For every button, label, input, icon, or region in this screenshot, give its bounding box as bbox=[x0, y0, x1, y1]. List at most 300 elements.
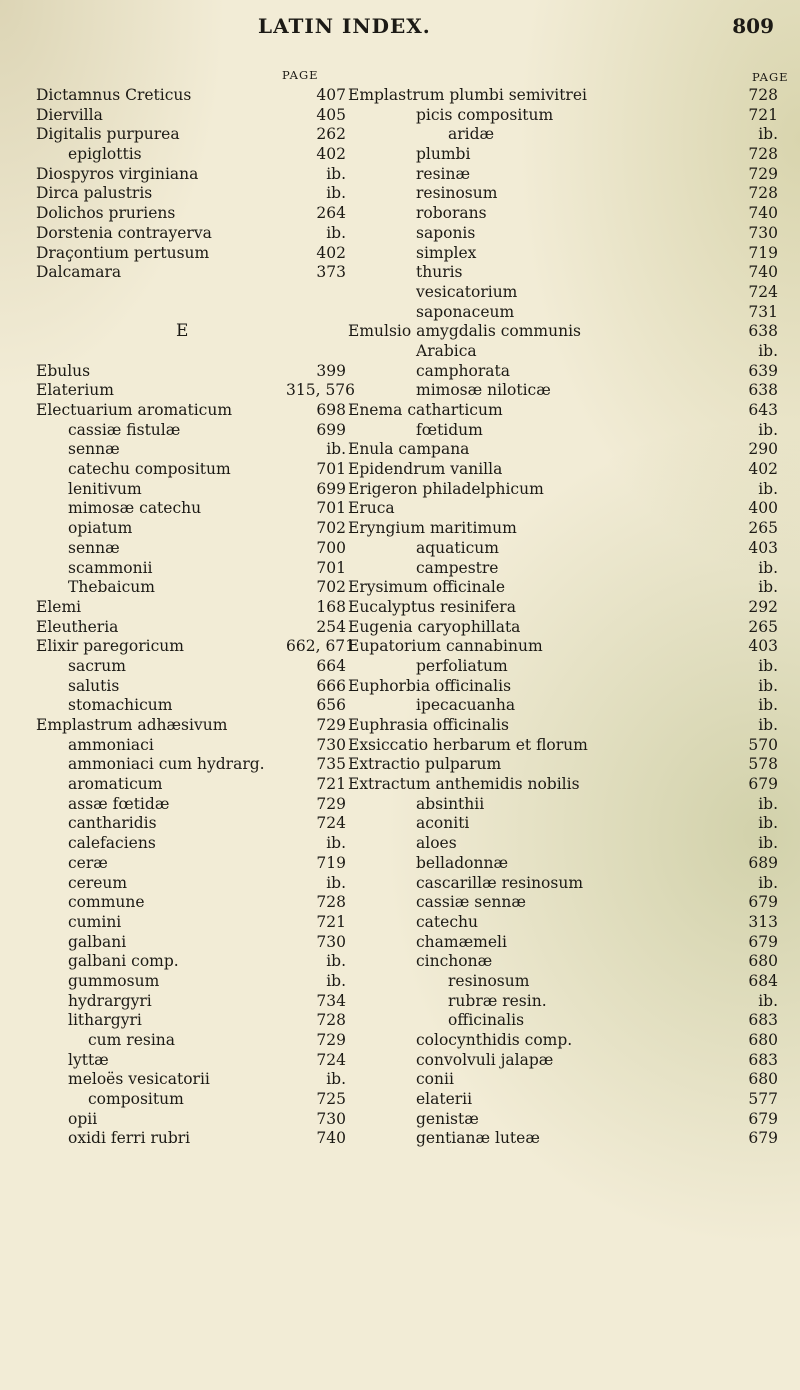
index-page-ref: ib. bbox=[758, 125, 778, 144]
index-entry bbox=[348, 578, 788, 598]
index-page-ref: 740 bbox=[316, 1129, 346, 1148]
index-entry bbox=[36, 86, 346, 106]
index-page-ref: 728 bbox=[748, 184, 778, 203]
index-term: Dalcamara bbox=[36, 263, 122, 282]
index-entry bbox=[348, 893, 788, 913]
index-entry bbox=[36, 696, 346, 716]
index-term: Euphorbia officinalis bbox=[348, 676, 512, 695]
index-entry bbox=[36, 677, 346, 697]
index-term: gummosum bbox=[68, 971, 160, 990]
index-entry bbox=[36, 972, 346, 992]
index-entry bbox=[36, 893, 346, 913]
index-page-ref: ib. bbox=[758, 676, 778, 695]
index-entry bbox=[348, 933, 788, 953]
index-page-ref: ib. bbox=[758, 991, 778, 1010]
index-page-ref: 373 bbox=[316, 263, 346, 282]
index-term: ammoniaci cum hydrarg. bbox=[68, 755, 265, 774]
index-page-ref: ib. bbox=[758, 341, 778, 360]
index-entry bbox=[348, 1110, 788, 1130]
index-entry bbox=[348, 1129, 788, 1149]
index-entry bbox=[36, 578, 346, 598]
index-entry bbox=[36, 460, 346, 480]
index-entry bbox=[36, 106, 346, 126]
index-page-ref: 730 bbox=[748, 223, 778, 242]
index-page-ref: 679 bbox=[748, 932, 778, 951]
index-page-ref: 721 bbox=[748, 105, 778, 124]
index-page-ref: 728 bbox=[748, 86, 778, 104]
index-term: Eucalyptus resinifera bbox=[348, 597, 516, 616]
index-page-ref: 262 bbox=[316, 125, 346, 144]
index-term: mimosæ catechu bbox=[68, 499, 202, 518]
index-entry bbox=[348, 795, 788, 815]
index-term: Diervilla bbox=[36, 105, 103, 124]
index-page-ref: ib. bbox=[758, 420, 778, 439]
index-entry bbox=[348, 303, 788, 323]
index-term: Eleutheria bbox=[36, 617, 119, 636]
index-entry bbox=[348, 1090, 788, 1110]
index-term: Elixir paregoricum bbox=[36, 637, 184, 656]
index-entry bbox=[348, 125, 788, 145]
index-page-ref: 729 bbox=[316, 716, 346, 734]
index-page-ref: 699 bbox=[316, 420, 346, 439]
index-term: stomachicum bbox=[68, 696, 173, 715]
index-page-ref: ib. bbox=[758, 873, 778, 892]
index-term: Elaterium bbox=[36, 381, 114, 400]
index-entry bbox=[348, 559, 788, 579]
index-term: aconiti bbox=[416, 814, 470, 833]
index-term: Emulsio amygdalis communis bbox=[348, 322, 581, 341]
index-page-ref: 403 bbox=[748, 538, 778, 557]
index-entry bbox=[36, 204, 346, 224]
index-entry bbox=[36, 184, 346, 204]
index-entry bbox=[348, 716, 788, 736]
index-term: Dorstenia contrayerva bbox=[36, 223, 212, 242]
index-term: gentianæ luteæ bbox=[416, 1129, 540, 1148]
index-page-ref: 666 bbox=[316, 676, 346, 695]
index-page-ref: 731 bbox=[748, 302, 778, 321]
index-page-ref: 313 bbox=[748, 912, 778, 931]
index-term: ceræ bbox=[68, 853, 108, 872]
index-page-ref: ib. bbox=[326, 873, 346, 892]
index-page-ref: 664 bbox=[316, 656, 346, 675]
index-entry bbox=[36, 618, 346, 638]
index-entry bbox=[36, 499, 346, 519]
left-page-column-heading: PAGE bbox=[282, 68, 319, 82]
index-page-ref: 683 bbox=[748, 1050, 778, 1069]
index-term: Dolichos pruriens bbox=[36, 204, 176, 223]
index-entry bbox=[36, 775, 346, 795]
index-entry bbox=[348, 263, 788, 283]
index-page-ref: ib. bbox=[758, 479, 778, 498]
index-entry bbox=[348, 992, 788, 1012]
index-term: Dirca palustris bbox=[36, 184, 153, 203]
blank-line bbox=[36, 342, 346, 362]
section-letter-label: E bbox=[176, 321, 189, 342]
index-page-ref: 702 bbox=[316, 578, 346, 597]
index-page-ref: 679 bbox=[748, 1109, 778, 1128]
index-term: perfoliatum bbox=[416, 656, 508, 675]
index-term: ipecacuanha bbox=[416, 696, 516, 715]
index-page-ref: 679 bbox=[748, 775, 778, 794]
index-entry bbox=[36, 1031, 346, 1051]
index-entry bbox=[348, 834, 788, 854]
index-page-ref: 168 bbox=[316, 597, 346, 616]
index-term: lyttæ bbox=[68, 1050, 109, 1069]
index-page-ref: 570 bbox=[748, 735, 778, 754]
left-index-column bbox=[36, 86, 356, 1149]
index-page-ref: 578 bbox=[748, 755, 778, 774]
index-page-ref: 402 bbox=[316, 145, 346, 164]
index-term: sennæ bbox=[68, 538, 120, 557]
index-page-ref: 315, 576 bbox=[286, 381, 356, 400]
index-entry bbox=[348, 244, 788, 264]
index-entry bbox=[348, 460, 788, 480]
index-entry bbox=[348, 539, 788, 559]
index-term: simplex bbox=[416, 243, 477, 262]
index-page-ref: 577 bbox=[748, 1090, 778, 1109]
index-page-ref: 265 bbox=[748, 519, 778, 538]
index-entry bbox=[348, 283, 788, 303]
index-page-ref: 680 bbox=[748, 1031, 778, 1049]
index-page-ref: 724 bbox=[316, 1050, 346, 1069]
index-page-ref: 407 bbox=[316, 86, 346, 104]
index-term: salutis bbox=[68, 676, 120, 695]
index-entry bbox=[348, 598, 788, 618]
index-page-ref: 701 bbox=[316, 460, 346, 479]
index-entry bbox=[348, 421, 788, 441]
index-term: sennæ bbox=[68, 440, 120, 459]
index-page-ref: 724 bbox=[316, 814, 346, 833]
index-term: genistæ bbox=[416, 1109, 479, 1128]
index-entry bbox=[36, 1110, 346, 1130]
index-entry bbox=[36, 952, 346, 972]
index-term: lenitivum bbox=[68, 479, 142, 498]
index-term: officinalis bbox=[448, 1011, 525, 1030]
index-term: Eupatorium cannabinum bbox=[348, 637, 543, 656]
index-page-ref: 719 bbox=[748, 243, 778, 262]
index-term: Thebaicum bbox=[68, 578, 155, 597]
index-entry bbox=[348, 775, 788, 795]
index-term: Draçontium pertusum bbox=[36, 243, 210, 262]
index-entry bbox=[348, 224, 788, 244]
index-entry bbox=[36, 1051, 346, 1071]
blank-line bbox=[36, 283, 346, 303]
index-entry bbox=[348, 874, 788, 894]
index-term: Epidendrum vanilla bbox=[348, 460, 503, 479]
index-page-ref: 405 bbox=[316, 105, 346, 124]
index-term: resinæ bbox=[416, 164, 471, 183]
index-entry bbox=[36, 440, 346, 460]
index-term: elaterii bbox=[416, 1090, 473, 1109]
index-entry bbox=[348, 1031, 788, 1051]
index-entry bbox=[348, 618, 788, 638]
index-term: calefaciens bbox=[68, 834, 156, 853]
index-entry bbox=[36, 1011, 346, 1031]
index-term: Emplastrum plumbi semivitrei bbox=[348, 86, 587, 104]
index-page-ref: 719 bbox=[316, 853, 346, 872]
index-entry bbox=[36, 874, 346, 894]
index-entry bbox=[36, 362, 346, 382]
index-term: cereum bbox=[68, 873, 128, 892]
index-term: Diospyros virginiana bbox=[36, 164, 199, 183]
index-term: galbani bbox=[68, 932, 127, 951]
index-term: oxidi ferri rubri bbox=[68, 1129, 191, 1148]
index-page-ref: 662, 671 bbox=[286, 637, 356, 656]
index-page-ref: 728 bbox=[748, 145, 778, 164]
index-entry bbox=[36, 165, 346, 185]
index-page-ref: 680 bbox=[748, 952, 778, 971]
index-entry bbox=[36, 913, 346, 933]
index-entry bbox=[348, 184, 788, 204]
index-entry bbox=[36, 795, 346, 815]
index-term: cascarillæ resinosum bbox=[416, 873, 584, 892]
index-entry bbox=[348, 677, 788, 697]
index-page-ref: 730 bbox=[316, 932, 346, 951]
index-page-ref: 724 bbox=[748, 282, 778, 301]
index-entry bbox=[348, 381, 788, 401]
index-page-ref: ib. bbox=[326, 223, 346, 242]
index-page-ref: 679 bbox=[748, 1129, 778, 1148]
index-page-ref: 701 bbox=[316, 499, 346, 518]
index-entry bbox=[348, 106, 788, 126]
index-page-ref: ib. bbox=[758, 696, 778, 715]
index-page-ref: 403 bbox=[748, 637, 778, 656]
index-term: rubræ resin. bbox=[448, 991, 547, 1010]
index-page-ref: ib. bbox=[758, 578, 778, 597]
index-term: Elemi bbox=[36, 597, 82, 616]
index-entry bbox=[348, 637, 788, 657]
index-page-ref: ib. bbox=[326, 1070, 346, 1089]
index-entry bbox=[348, 657, 788, 677]
index-entry bbox=[36, 224, 346, 244]
index-term: scammonii bbox=[68, 558, 153, 577]
blank-line bbox=[36, 303, 346, 323]
index-page-ref: 402 bbox=[316, 243, 346, 262]
index-page-ref: 728 bbox=[316, 1011, 346, 1030]
index-entry bbox=[36, 1070, 346, 1090]
index-term: belladonnæ bbox=[416, 853, 509, 872]
index-term: opii bbox=[68, 1109, 98, 1128]
index-entry bbox=[348, 1051, 788, 1071]
index-entry bbox=[36, 1090, 346, 1110]
index-entry bbox=[348, 952, 788, 972]
index-term: cum resina bbox=[88, 1031, 176, 1049]
index-term: saponaceum bbox=[416, 302, 515, 321]
index-page-ref: 290 bbox=[748, 440, 778, 459]
index-page-ref: 679 bbox=[748, 893, 778, 912]
index-page-ref: 254 bbox=[316, 617, 346, 636]
index-entry bbox=[348, 480, 788, 500]
index-page-ref: ib. bbox=[758, 656, 778, 675]
index-term: cassiæ sennæ bbox=[416, 893, 526, 912]
index-entry bbox=[36, 381, 356, 401]
index-term: catechu compositum bbox=[68, 460, 231, 479]
index-term: roborans bbox=[416, 204, 487, 223]
index-entry bbox=[348, 499, 788, 519]
index-page-ref: 639 bbox=[748, 361, 778, 380]
index-entry bbox=[36, 716, 346, 736]
index-entry bbox=[36, 145, 346, 165]
index-page-ref: 400 bbox=[748, 499, 778, 518]
index-page-ref: 264 bbox=[316, 204, 346, 223]
index-entry bbox=[36, 637, 356, 657]
index-page-ref: ib. bbox=[326, 834, 346, 853]
right-page-column-heading: PAGE bbox=[752, 70, 789, 84]
index-page-ref: 740 bbox=[748, 263, 778, 282]
index-entry bbox=[36, 401, 346, 421]
index-page-ref: 643 bbox=[748, 401, 778, 419]
index-page-ref: 683 bbox=[748, 1011, 778, 1030]
index-term: Digitalis purpurea bbox=[36, 125, 180, 144]
index-term: Arabica bbox=[416, 341, 477, 360]
index-term: campestre bbox=[416, 558, 499, 577]
index-term: Emplastrum adhæsivum bbox=[36, 716, 228, 734]
index-term: catechu bbox=[416, 912, 478, 931]
index-page-ref: 734 bbox=[316, 991, 346, 1010]
index-term: commune bbox=[68, 893, 145, 912]
index-entry bbox=[348, 342, 788, 362]
index-entry bbox=[36, 244, 346, 264]
index-entry bbox=[36, 834, 346, 854]
index-page-ref: 729 bbox=[316, 794, 346, 813]
index-entry bbox=[348, 913, 788, 933]
index-entry bbox=[348, 1011, 788, 1031]
index-term: chamæmeli bbox=[416, 932, 507, 951]
index-page-ref: 680 bbox=[748, 1070, 778, 1089]
index-term: cassiæ fistulæ bbox=[68, 420, 181, 439]
index-entry bbox=[36, 933, 346, 953]
index-entry bbox=[348, 755, 788, 775]
index-term: ammoniaci bbox=[68, 735, 154, 754]
index-page-ref: 638 bbox=[748, 381, 778, 400]
index-page-ref: ib. bbox=[326, 164, 346, 183]
index-page-ref: 698 bbox=[316, 401, 346, 419]
index-entry bbox=[36, 480, 346, 500]
index-term: aloes bbox=[416, 834, 457, 853]
index-term: epiglottis bbox=[68, 145, 142, 164]
index-page-ref: ib. bbox=[758, 834, 778, 853]
index-page-ref: 399 bbox=[316, 361, 346, 380]
index-entry bbox=[348, 519, 788, 539]
index-term: resinosum bbox=[448, 971, 530, 990]
index-term: Exsiccatio herbarum et florum bbox=[348, 735, 588, 754]
index-term: Extractio pulparum bbox=[348, 755, 502, 774]
index-page-ref: 402 bbox=[748, 460, 778, 479]
index-term: sacrum bbox=[68, 656, 126, 675]
index-entry bbox=[36, 539, 346, 559]
running-title: LATIN INDEX. bbox=[258, 14, 431, 38]
index-page-ref: 701 bbox=[316, 558, 346, 577]
index-page-ref: 638 bbox=[748, 322, 778, 341]
index-page-ref: 699 bbox=[316, 479, 346, 498]
index-term: Enula campana bbox=[348, 440, 470, 459]
index-term: Eugenia caryophillata bbox=[348, 617, 521, 636]
page-number: 809 bbox=[732, 14, 774, 38]
index-term: vesicatorium bbox=[416, 282, 518, 301]
index-page-ref: ib. bbox=[326, 184, 346, 203]
index-page-ref: 721 bbox=[316, 775, 346, 794]
index-entry bbox=[348, 322, 788, 342]
index-page-ref: 735 bbox=[316, 755, 346, 774]
index-term: conii bbox=[416, 1070, 454, 1089]
index-entry bbox=[36, 814, 346, 834]
index-term: Electuarium aromaticum bbox=[36, 401, 233, 419]
index-term: aquaticum bbox=[416, 538, 499, 557]
index-page-ref: 700 bbox=[316, 538, 346, 557]
index-term: thuris bbox=[416, 263, 463, 282]
index-term: Eryngium maritimum bbox=[348, 519, 517, 538]
index-page-ref: 725 bbox=[316, 1090, 346, 1109]
index-entry bbox=[36, 559, 346, 579]
index-page-ref: 729 bbox=[748, 164, 778, 183]
index-page-ref: ib. bbox=[758, 794, 778, 813]
index-term: Dictamnus Creticus bbox=[36, 86, 192, 104]
index-entry bbox=[348, 165, 788, 185]
index-term: compositum bbox=[88, 1090, 184, 1109]
index-page-ref: 730 bbox=[316, 1109, 346, 1128]
index-term: colocynthidis comp. bbox=[416, 1031, 573, 1049]
index-entry bbox=[36, 992, 346, 1012]
index-entry bbox=[348, 854, 788, 874]
running-header bbox=[0, 14, 800, 44]
index-entry bbox=[348, 362, 788, 382]
index-term: aridæ bbox=[448, 125, 495, 144]
index-page-ref: ib. bbox=[326, 952, 346, 971]
index-term: meloës vesicatorii bbox=[68, 1070, 210, 1089]
index-term: camphorata bbox=[416, 361, 510, 380]
index-term: Erigeron philadelphicum bbox=[348, 479, 544, 498]
index-page-ref: 656 bbox=[316, 696, 346, 715]
index-entry bbox=[36, 755, 346, 775]
index-entry bbox=[348, 204, 788, 224]
index-page-ref: ib. bbox=[758, 558, 778, 577]
section-letter bbox=[36, 322, 346, 342]
index-entry bbox=[36, 736, 346, 756]
index-page-ref: 740 bbox=[748, 204, 778, 223]
index-page-ref: 721 bbox=[316, 912, 346, 931]
right-index-column bbox=[348, 86, 788, 1149]
index-term: Euphrasia officinalis bbox=[348, 716, 509, 734]
index-page-ref: ib. bbox=[758, 716, 778, 734]
index-entry bbox=[36, 1129, 346, 1149]
index-term: cinchonæ bbox=[416, 952, 493, 971]
index-term: convolvuli jalapæ bbox=[416, 1050, 554, 1069]
index-entry bbox=[348, 972, 788, 992]
index-term: assæ fœtidæ bbox=[68, 794, 170, 813]
index-page-ref: ib. bbox=[758, 814, 778, 833]
index-page-ref: 728 bbox=[316, 893, 346, 912]
index-term: Eruca bbox=[348, 499, 395, 518]
index-term: aromaticum bbox=[68, 775, 163, 794]
index-term: picis compositum bbox=[416, 105, 554, 124]
index-term: fœtidum bbox=[416, 420, 483, 439]
index-page-ref: 729 bbox=[316, 1031, 346, 1049]
index-page-ref: 702 bbox=[316, 519, 346, 538]
index-page-ref: 265 bbox=[748, 617, 778, 636]
index-entry bbox=[36, 657, 346, 677]
index-term: plumbi bbox=[416, 145, 471, 164]
index-term: Ebulus bbox=[36, 361, 91, 380]
index-page-ref: 684 bbox=[748, 971, 778, 990]
index-page-ref: 730 bbox=[316, 735, 346, 754]
index-entry bbox=[348, 401, 788, 421]
index-page-ref: 292 bbox=[748, 597, 778, 616]
index-page-ref: ib. bbox=[326, 971, 346, 990]
index-entry bbox=[348, 86, 788, 106]
index-entry bbox=[36, 519, 346, 539]
index-page-ref: ib. bbox=[326, 440, 346, 459]
index-term: cantharidis bbox=[68, 814, 157, 833]
